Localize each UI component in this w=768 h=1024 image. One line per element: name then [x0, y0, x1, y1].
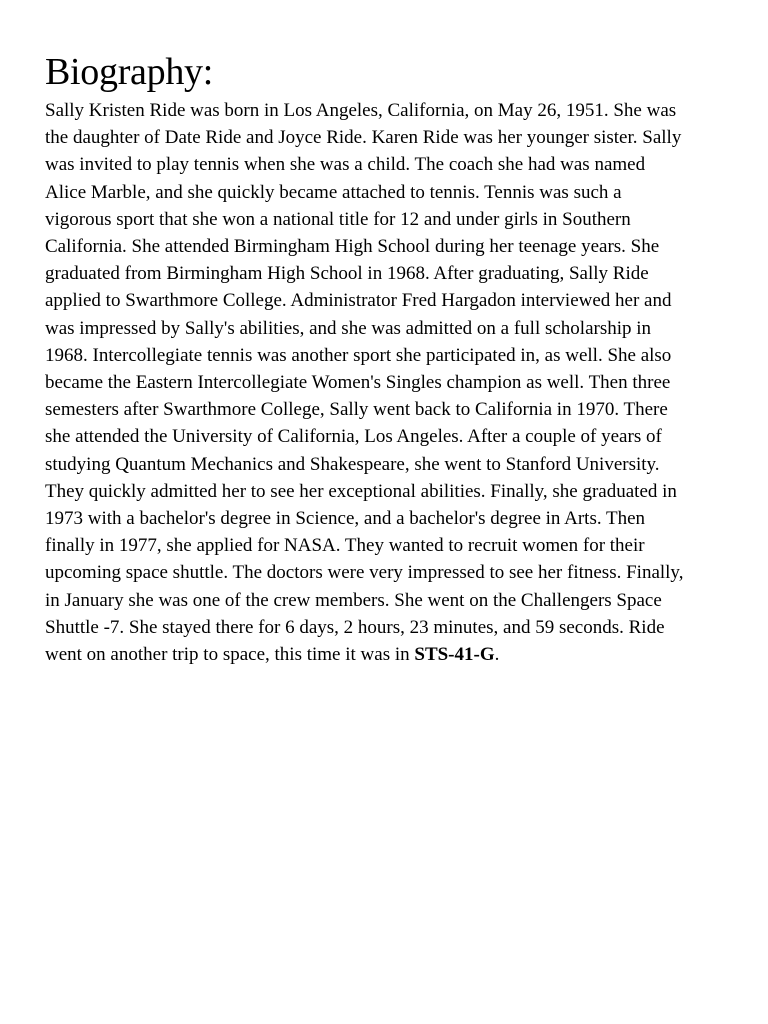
biography-text: Sally Kristen Ride was born in Los Angeles, California, on May 26, 1951. She was the daughter of Date Ride and Joyce Ride. Karen Ride was her younger sister. Sally was invited to play tennis when she was a child. The coach she had was named Alice Marble, and she quickly became attached to tennis. Tennis was such a vigorous sport that she won a national title for 12 and under girls in Southern California. She attended Birmingham High School during her teenage years. She graduated from Birmingham High School in 1968. After graduating, Sally Ride applied to Swarthmore College. Administrator Fred Hargadon interviewed her and was impressed by Sally's abilities, and she was admitted on a full scholarship in 1968. Intercollegiate tennis was another sport she participated in, as well. She also became the Eastern Intercollegiate Women's Singles champion as well. Then three semesters after Swarthmore College, Sally went back to California in 1970. There she attended the University of California, Los Angeles. After a couple of years of studying Quantum Mechanics and Shakespeare, she went to Stanford University. They quickly admitted her to see her exceptional abilities. Finally, she graduated in 1973 with a bachelor's degree in Science, and a bachelor's degree in Arts. Then finally in 1977, she applied for NASA. They wanted to recruit women for their upcoming space shuttle. The doctors were very impressed to see her fitness. Finally, in January she was one of the crew members. She went on the Challengers Space Shuttle -7. She stayed there for 6 days, 2 hours, 23 minutes, and 59 seconds. Ride went on another trip to space, this time it was in — [45, 100, 684, 666]
page-title: Biography: — [45, 51, 213, 93]
biography-paragraph — [45, 97, 735, 668]
biography-text-end: . — [494, 644, 500, 666]
mission-name: STS-41-G — [414, 644, 495, 666]
